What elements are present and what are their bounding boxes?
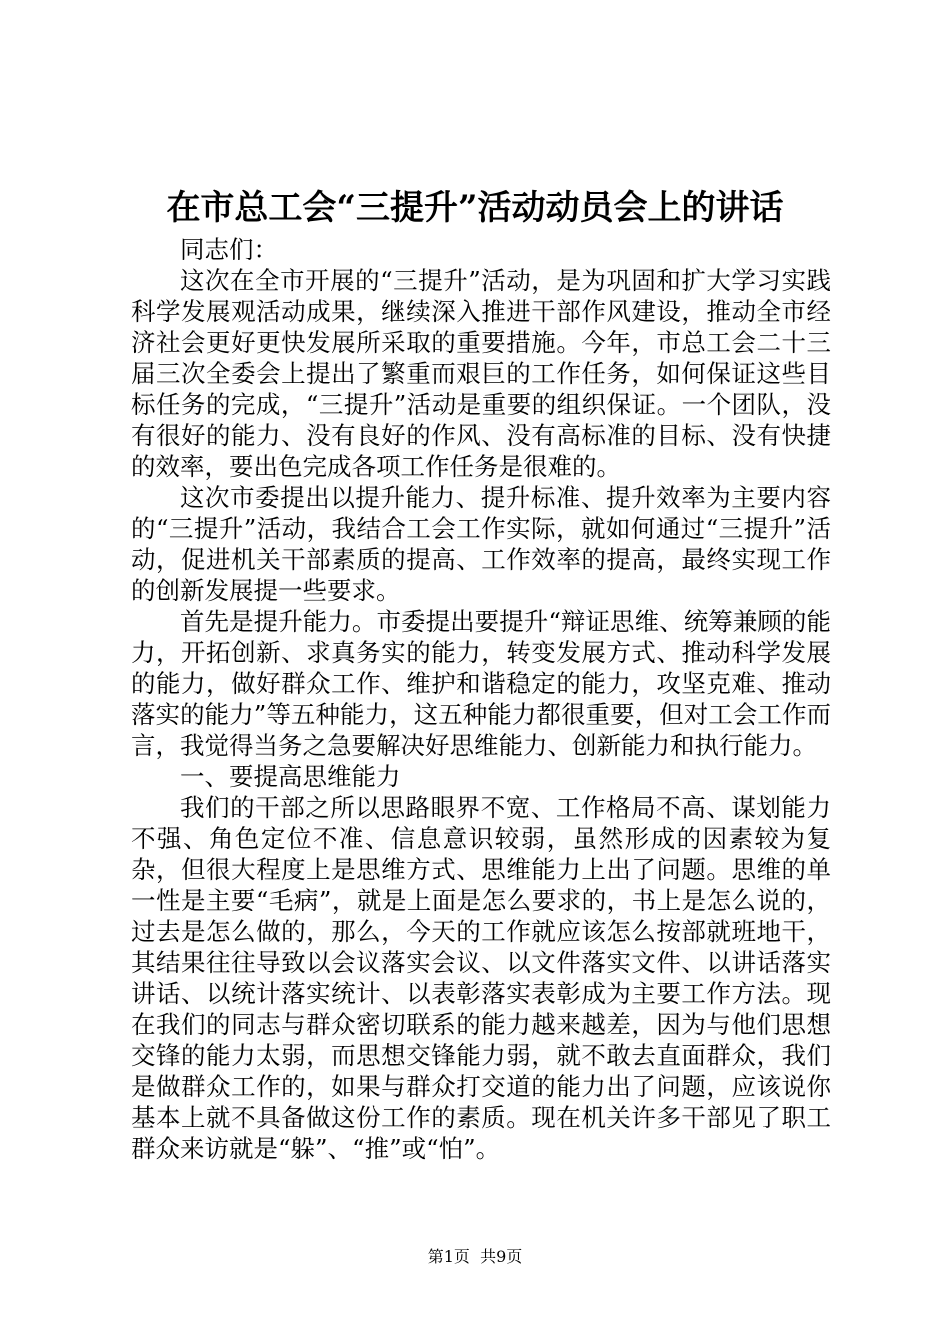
document-title: 在市总工会“三提升”活动动员会上的讲话 xyxy=(166,188,784,228)
document-body xyxy=(131,234,831,1164)
paragraph-thinking: 我们的干部之所以思路眼界不宽、工作格局不高、谋划能力不强、角色定位不准、信息意识较弱，虽然形成的因素较为复杂，但很大程度上是思维方式、思维能力上出了问题。思维的单一性是主要“毛病”，就是上面是怎么要求的，书上是怎么说的，过去是怎么做的，那么，今天的工作就应该怎么按部就班地干，其结果往往导致以会议落实会议、以文件落实文件、以讲话落实讲话、以统计落实统计、以表彰落实表彰成为主要工作方法。现在我们的同志与群众密切联系的能力越来越差，因为与他们思想交锋的能力太弱，而思想交锋能力弱，就不敢去直面群众，我们是做群众工作的，如果与群众打交道的能力出了问题，应该说你基本上就不具备做这份工作的素质。现在机关许多干部见了职工群众来访就是“躲”、“推”或“怕”。 xyxy=(131,793,831,1163)
paragraph-intro: 这次在全市开展的“三提升”活动，是为巩固和扩大学习实践科学发展观活动成果，继续深入推进干部作风建设，推动全市经济社会更好更快发展所采取的重要措施。今年，市总工会二十三届三次全委会上提出了繁重而艰巨的工作任务，如何保证这些目标任务的完成，“三提升”活动是重要的组织保证。一个团队，没有很好的能力、没有良好的作风、没有高标准的目标、没有快捷的效率，要出色完成各项工作任务是很难的。 xyxy=(131,266,831,481)
page-footer xyxy=(0,1246,950,1268)
salutation: 同志们： xyxy=(180,235,278,264)
paragraph-purpose: 这次市委提出以提升能力、提升标准、提升效率为主要内容的“三提升”活动，我结合工会工作实际，就如何通过“三提升”活动，促进机关干部素质的提高、工作效率的提高，最终实现工作的创新发展提一些要求。 xyxy=(131,483,831,605)
page-number: 第1页 xyxy=(427,1247,470,1266)
paragraph-ability: 首先是提升能力。市委提出要提升“辩证思维、统筹兼顾的能力，开拓创新、求真务实的能力，转变发展方式、推动科学发展的能力，做好群众工作、维护和谐稳定的能力，攻坚克难、推动落实的能力”等五种能力，这五种能力都很重要，但对工会工作而言，我觉得当务之急要解决好思维能力、创新能力和执行能力。 xyxy=(131,607,831,760)
page-total: 共9页 xyxy=(480,1247,523,1266)
section-heading: 一、要提高思维能力 xyxy=(180,762,401,791)
